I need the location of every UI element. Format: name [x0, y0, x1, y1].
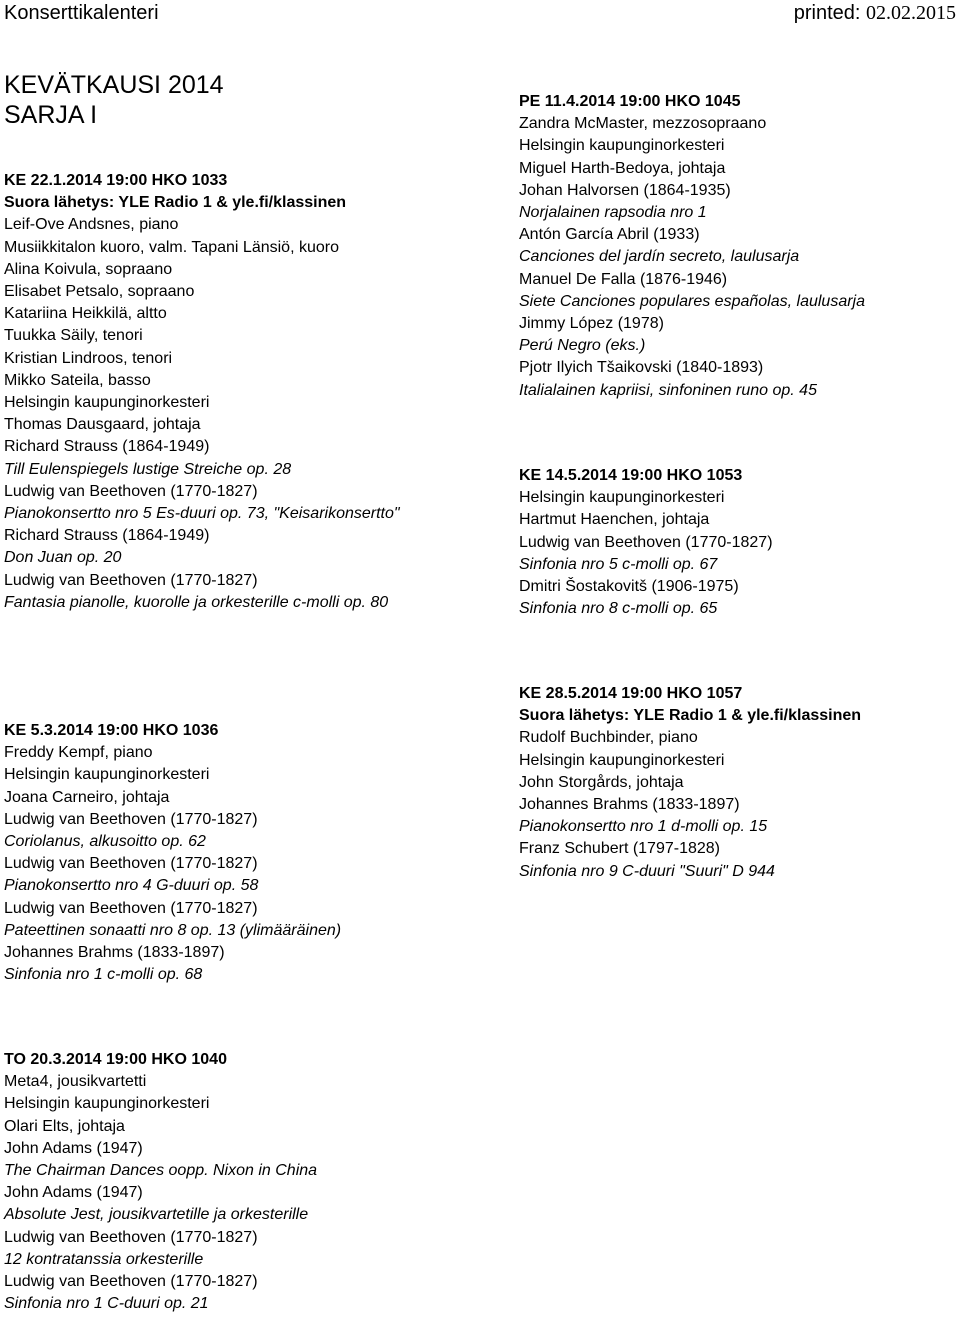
performer-line: Musiikkitalon kuoro, valm. Tapani Länsiö, kuoro [4, 238, 339, 256]
performer-line: Miguel Harth-Bedoya, johtaja [519, 159, 726, 177]
performer-line: Zandra McMaster, mezzosopraano [519, 115, 767, 133]
concert-heading: KE 14.5.2014 19:00 HKO 1053 [519, 467, 743, 484]
program-composer: Johannes Brahms (1833-1897) [519, 796, 740, 814]
program-work: Sinfonia nro 9 C-duuri "Suuri" D 944 [519, 862, 775, 880]
program-composer: Jimmy López (1978) [519, 315, 664, 333]
season-name: KEVÄTKAUSI 2014 [4, 71, 224, 99]
concert-block [519, 465, 949, 620]
printed-date-label [794, 2, 956, 25]
program-composer: Manuel De Falla (1876-1946) [519, 270, 728, 288]
performer-line: Helsingin kaupunginorkesteri [4, 766, 210, 784]
performer-line: John Storgårds, johtaja [519, 773, 684, 791]
program-composer: Ludwig van Beethoven (1770-1827) [4, 482, 258, 500]
program-composer: Richard Strauss (1864-1949) [4, 438, 210, 456]
performer-line: Katariina Heikkilä, altto [4, 305, 167, 323]
program-composer: Dmitri Šostakovitš (1906-1975) [519, 578, 739, 596]
series-name: SARJA I [4, 101, 98, 129]
performer-line: Thomas Dausgaard, johtaja [4, 416, 201, 434]
performer-line: Kristian Lindroos, tenori [4, 349, 173, 367]
program-work: Pianokonsertto nro 4 G-duuri op. 58 [4, 877, 259, 895]
program-work: Till Eulenspiegels lustige Streiche op. 28 [4, 460, 292, 478]
program-composer: Ludwig van Beethoven (1770-1827) [4, 1273, 258, 1291]
program-work: Perú Negro (eks.) [519, 337, 646, 355]
program-composer: Richard Strauss (1864-1949) [4, 527, 210, 545]
program-work: Sinfonia nro 1 C-duuri op. 21 [4, 1295, 209, 1313]
program-work: Sinfonia nro 1 c-molli op. 68 [4, 966, 203, 984]
season-title [4, 70, 224, 130]
calendar-title: Konserttikalenteri [4, 2, 159, 24]
performer-line: Freddy Kempf, piano [4, 744, 153, 762]
program-composer: Ludwig van Beethoven (1770-1827) [4, 810, 258, 828]
program-composer: Antón García Abril (1933) [519, 226, 700, 244]
program-work: Absolute Jest, jousikvartetille ja orkesterille [4, 1206, 309, 1224]
program-work: Siete Canciones populares españolas, laulusarja [519, 292, 865, 310]
program-composer: Ludwig van Beethoven (1770-1827) [4, 1228, 258, 1246]
program-composer: Ludwig van Beethoven (1770-1827) [4, 855, 258, 873]
concert-heading: TO 20.3.2014 19:00 HKO 1040 [4, 1051, 227, 1068]
program-composer: Ludwig van Beethoven (1770-1827) [519, 533, 773, 551]
concert-block [4, 170, 444, 614]
performer-line: Rudolf Buchbinder, piano [519, 729, 698, 747]
program-work: Pianokonsertto nro 5 Es-duuri op. 73, "Keisarikonsertto" [4, 505, 400, 523]
performer-line: Hartmut Haenchen, johtaja [519, 511, 710, 529]
broadcast-note: Suora lähetys: YLE Radio 1 & yle.fi/klassinen [4, 194, 347, 212]
program-work: The Chairman Dances oopp. Nixon in China [4, 1162, 318, 1180]
printed-label: printed: [793, 2, 866, 24]
performer-line: Tuukka Säily, tenori [4, 327, 143, 345]
concert-block [4, 720, 444, 986]
performer-line: Elisabet Petsalo, sopraano [4, 283, 195, 301]
program-composer: Pjotr Ilyich Tšaikovski (1840-1893) [519, 359, 764, 377]
performer-line: Mikko Sateila, basso [4, 371, 151, 389]
program-composer: Ludwig van Beethoven (1770-1827) [4, 899, 258, 917]
printed-date: 02.02.2015 [866, 2, 956, 24]
program-work: Sinfonia nro 5 c-molli op. 67 [519, 555, 718, 573]
performer-line: Helsingin kaupunginorkesteri [4, 1095, 210, 1113]
program-work: Norjalainen rapsodia nro 1 [519, 204, 707, 222]
concert-block [4, 1049, 444, 1315]
program-composer: Ludwig van Beethoven (1770-1827) [4, 571, 258, 589]
performer-line: Helsingin kaupunginorkesteri [519, 489, 725, 507]
program-work: Coriolanus, alkusoitto op. 62 [4, 833, 206, 851]
performer-line: Alina Koivula, sopraano [4, 260, 173, 278]
program-work: Pianokonsertto nro 1 d-molli op. 15 [519, 818, 768, 836]
program-work: Pateettinen sonaatti nro 8 op. 13 (ylimääräinen) [4, 921, 342, 939]
performer-line: Helsingin kaupunginorkesteri [519, 137, 725, 155]
concert-heading: PE 11.4.2014 19:00 HKO 1045 [519, 93, 741, 110]
concert-heading: KE 28.5.2014 19:00 HKO 1057 [519, 685, 743, 702]
performer-line: Helsingin kaupunginorkesteri [4, 394, 210, 412]
program-composer: Johannes Brahms (1833-1897) [4, 944, 225, 962]
concert-block [519, 683, 949, 883]
performer-line: Olari Elts, johtaja [4, 1117, 125, 1135]
program-work: Don Juan op. 20 [4, 549, 122, 567]
program-composer: Franz Schubert (1797-1828) [519, 840, 720, 858]
performer-line: Joana Carneiro, johtaja [4, 788, 170, 806]
program-composer: John Adams (1947) [4, 1184, 143, 1202]
performer-line: Meta4, jousikvartetti [4, 1073, 147, 1091]
concert-block [519, 91, 949, 402]
program-work: Italialainen kapriisi, sinfoninen runo op. 45 [519, 381, 817, 399]
program-composer: John Adams (1947) [4, 1139, 143, 1157]
broadcast-note: Suora lähetys: YLE Radio 1 & yle.fi/klassinen [519, 707, 862, 725]
performer-line: Leif-Ove Andsnes, piano [4, 216, 179, 234]
program-work: Canciones del jardín secreto, laulusarja [519, 248, 800, 266]
concert-heading: KE 22.1.2014 19:00 HKO 1033 [4, 172, 228, 189]
program-work: 12 kontratanssia orkesterille [4, 1250, 204, 1268]
program-composer: Johan Halvorsen (1864-1935) [519, 181, 731, 199]
program-work: Sinfonia nro 8 c-molli op. 65 [519, 600, 718, 618]
performer-line: Helsingin kaupunginorkesteri [519, 751, 725, 769]
concert-heading: KE 5.3.2014 19:00 HKO 1036 [4, 722, 219, 739]
program-work: Fantasia pianolle, kuorolle ja orkesterille c-molli op. 80 [4, 593, 389, 611]
